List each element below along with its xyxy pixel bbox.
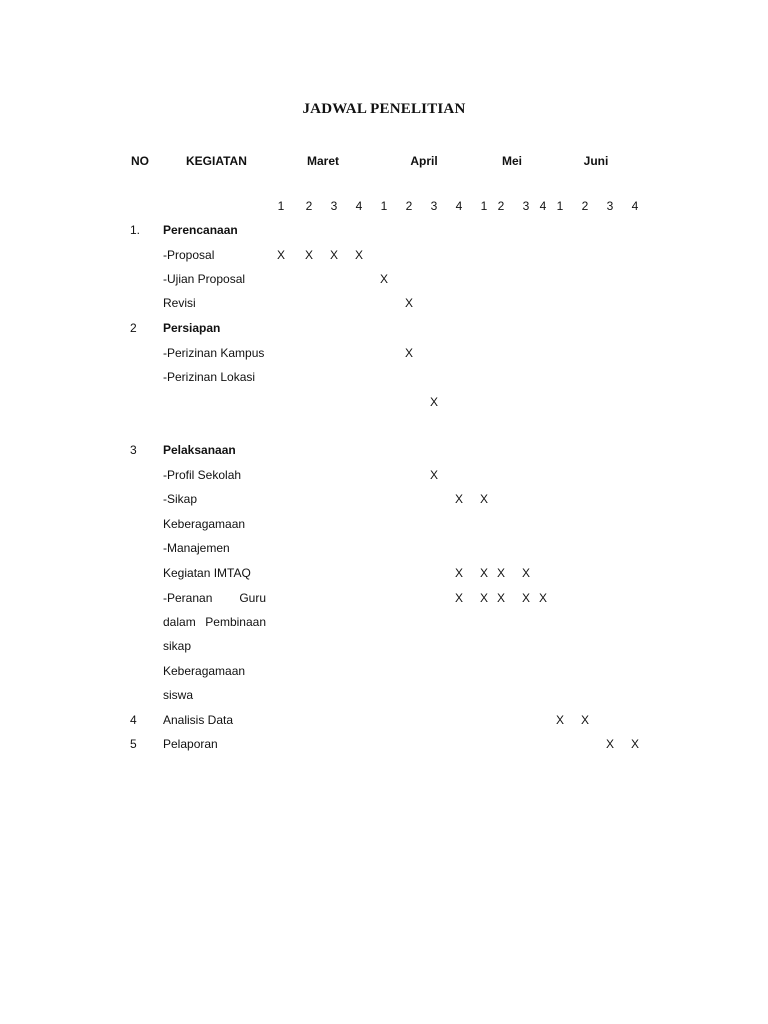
activity-label: Pelaporan	[163, 737, 218, 751]
schedule-mark: X	[404, 346, 414, 360]
document-title: JADWAL PENELITIAN	[302, 101, 466, 117]
week-number-16: 4	[631, 199, 639, 213]
activity-label: -Profil Sekolah	[163, 468, 242, 482]
activity-label: -Perizinan Lokasi	[163, 370, 256, 384]
row-number: 3	[130, 443, 137, 457]
schedule-mark: X	[479, 492, 489, 506]
activity-label	[163, 589, 266, 607]
schedule-mark: X	[454, 591, 464, 605]
activity-label-part: dalam	[163, 615, 196, 629]
week-number-6: 2	[405, 199, 413, 213]
activity-section-heading: Perencanaan	[163, 223, 238, 237]
activity-label: -Ujian Proposal	[163, 272, 246, 286]
week-number-8: 4	[455, 199, 463, 213]
activity-section-heading: Pelaksanaan	[163, 443, 236, 457]
schedule-mark: X	[329, 248, 339, 262]
week-number-9: 1	[480, 199, 488, 213]
activity-label: -Proposal	[163, 248, 215, 262]
schedule-mark: X	[496, 566, 506, 580]
schedule-mark: X	[454, 566, 464, 580]
header-month-april: April	[410, 154, 438, 168]
schedule-mark: X	[429, 395, 439, 409]
week-number-15: 3	[606, 199, 614, 213]
week-number-4: 4	[355, 199, 363, 213]
week-number-14: 2	[581, 199, 589, 213]
schedule-mark: X	[404, 296, 414, 310]
activity-section-heading: Persiapan	[163, 321, 221, 335]
activity-label: Keberagamaan	[163, 517, 246, 531]
schedule-mark: X	[555, 713, 565, 727]
activity-label: Analisis Data	[163, 713, 234, 727]
activity-label: -Sikap	[163, 492, 198, 506]
activity-label: Kegiatan IMTAQ	[163, 566, 251, 580]
schedule-mark: X	[429, 468, 439, 482]
schedule-mark: X	[276, 248, 286, 262]
activity-label: siswa	[163, 688, 194, 702]
week-number-10: 2	[497, 199, 505, 213]
activity-label: Keberagamaan	[163, 664, 246, 678]
activity-label-part: Guru	[239, 591, 266, 605]
header-no: NO	[131, 154, 149, 168]
schedule-mark: X	[479, 591, 489, 605]
activity-label-part: -Peranan	[163, 591, 213, 605]
row-number: 2	[130, 321, 137, 335]
schedule-mark: X	[354, 248, 364, 262]
week-number-13: 1	[556, 199, 564, 213]
row-number: 4	[130, 713, 137, 727]
schedule-mark: X	[496, 591, 506, 605]
row-number: 1.	[130, 223, 141, 237]
week-number-5: 1	[380, 199, 388, 213]
header-month-mei: Mei	[501, 154, 523, 168]
week-number-7: 3	[430, 199, 438, 213]
activity-label	[163, 613, 266, 631]
schedule-mark: X	[580, 713, 590, 727]
week-number-11: 3	[522, 199, 530, 213]
schedule-mark: X	[454, 492, 464, 506]
activity-label: sikap	[163, 639, 192, 653]
header-month-maret: Maret	[306, 154, 340, 168]
schedule-mark: X	[479, 566, 489, 580]
header-month-juni: Juni	[583, 154, 609, 168]
schedule-mark: X	[304, 248, 314, 262]
schedule-mark: X	[379, 272, 389, 286]
week-number-3: 3	[330, 199, 338, 213]
activity-label: Revisi	[163, 296, 196, 310]
activity-label: -Manajemen	[163, 541, 230, 555]
schedule-mark: X	[538, 591, 548, 605]
row-number: 5	[130, 737, 137, 751]
week-number-2: 2	[305, 199, 313, 213]
activity-label: -Perizinan Kampus	[163, 346, 265, 360]
week-number-12: 4	[539, 199, 547, 213]
week-number-1: 1	[277, 199, 285, 213]
activity-label-part: Pembinaan	[205, 615, 266, 629]
schedule-mark: X	[630, 737, 640, 751]
schedule-mark: X	[605, 737, 615, 751]
schedule-mark: X	[521, 591, 531, 605]
header-kegiatan: KEGIATAN	[186, 154, 247, 168]
schedule-mark: X	[521, 566, 531, 580]
